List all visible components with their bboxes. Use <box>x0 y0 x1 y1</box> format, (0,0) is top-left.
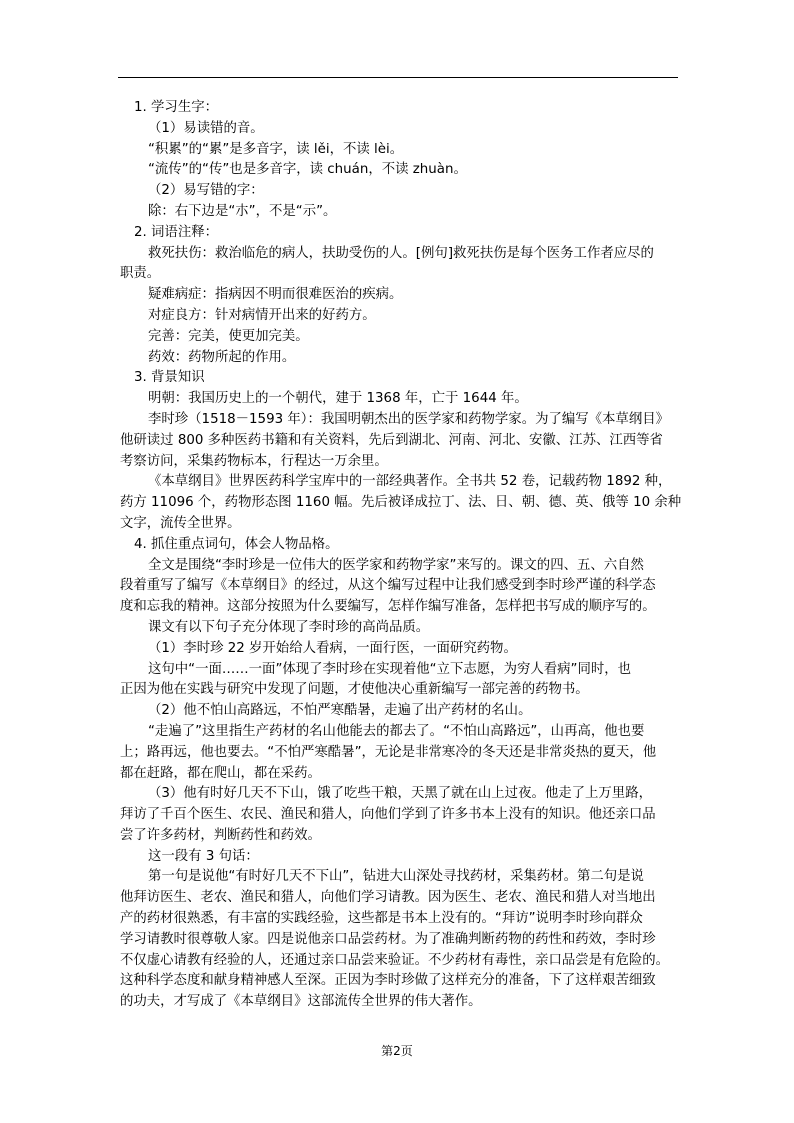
text-line: 对症良方：针对病情开出来的好药方。 <box>148 307 376 323</box>
text-line: 不仅虚心请教有经验的人，还通过亲口品尝来验证。不少药材有毒性，亲口品尝是有危险的。 <box>120 952 670 968</box>
text-line: （2）易写错的字： <box>148 183 264 199</box>
text-line: “走遍了”这里指生产药材的名山他能去的都去了。“不怕山高路远”，山再高，他也要 <box>148 723 645 739</box>
text-line: 课文有以下句子充分体现了李时珍的高尚品质。 <box>148 619 430 635</box>
text-line: 这一段有 3 句话： <box>148 848 259 864</box>
text-line: “积累”的“累”是多音字，读 lěi，不读 lèi。 <box>148 141 404 157</box>
text-line: 度和忘我的精神。这部分按照为什么要编写，怎样作编写准备，怎样把书写成的顺序写的。 <box>120 599 656 615</box>
text-line: （1）李时珍 22 岁开始给人看病，一面行医，一面研究药物。 <box>148 640 517 656</box>
text-line: 第一句是说他“有时好几天不下山”，钻进大山深处寻找药材，采集药材。第二句是说 <box>148 869 644 885</box>
text-line: 这句中“一面……一面”体现了李时珍在实现着他“立下志愿，为穷人看病”同时，也 <box>148 661 632 677</box>
text-line: 产的药材很熟悉，有丰富的实践经验，这些都是书本上没有的。“拜访”说明李时珍向群众 <box>120 911 643 927</box>
text-line: （1）易读错的音。 <box>148 120 264 136</box>
text-line: 学习请教时很尊敬人家。四是说他亲口品尝药材。为了准确判断药物的药性和药效，李时珍 <box>120 931 656 947</box>
document-body <box>120 98 682 1013</box>
text-line: 正因为他在实践与研究中发现了问题，才使他决心重新编写一部完善的药物书。 <box>120 682 589 698</box>
text-line: 全文是围绕“李时珍是一位伟大的医学家和药物学家”来写的。课文的四、五、六自然 <box>148 557 644 573</box>
text-line: 完善：完美，使更加完美。 <box>148 328 309 344</box>
text-line: 《本草纲目》世界医药科学宝库中的一部经典著作。全书共 52 卷，记载药物 1892 种， <box>148 474 672 490</box>
text-line: 他拜访医生、老农、渔民和猎人，向他们学习请教。因为医生、老农、渔民和猎人对当地出 <box>120 890 656 906</box>
text-line: 文字，流传全世界。 <box>120 515 241 531</box>
text-line: 救死扶伤：救治临危的病人，扶助受伤的人。[例句]救死扶伤是每个医务工作者应尽的 <box>148 245 654 261</box>
page-number: 第2页 <box>381 1044 413 1058</box>
text-line: 明朝：我国历史上的一个朝代，建于 1368 年，亡于 1644 年。 <box>148 391 528 407</box>
text-line: 除：右下边是“朩”，不是“示”。 <box>148 203 337 219</box>
text-line: 药效：药物所起的作用。 <box>148 349 296 365</box>
text-line: （2）他不怕山高路远，不怕严寒酷暑，走遍了出产药材的名山。 <box>148 703 532 719</box>
text-line: 他研读过 800 多种医药书籍和有关资料，先后到湖北、河南、河北、安徽、江苏、江西等省 <box>120 432 663 448</box>
text-line: 李时珍（1518－1593 年）：我国明朝杰出的医学家和药物学家。为了编写《本草纲目》 <box>148 411 669 427</box>
text-line: 2. 词语注释： <box>134 224 218 240</box>
text-line: 的功夫，才写成了《本草纲目》这部流传全世界的伟大著作。 <box>120 994 482 1010</box>
text-line: 这种科学态度和献身精神感人至深。正因为李时珍做了这样充分的准备，下了这样艰苦细致 <box>120 973 656 989</box>
header-rule <box>118 77 678 78</box>
text-line: 职责。 <box>120 266 161 282</box>
text-line: 考察访问，采集药物标本，行程达一万余里。 <box>120 453 388 469</box>
text-line: 疑难病症：指病因不明而很难医治的疾病。 <box>148 287 403 303</box>
text-line: 上；路再远，他也要去。“不怕严寒酷暑”，无论是非常寒冷的冬天还是非常炎热的夏天，他 <box>120 744 657 760</box>
text-line: 1. 学习生字： <box>134 100 218 115</box>
text-line: （3）他有时好几天不下山，饿了吃些干粮，天黑了就在山上过夜。他走了上万里路， <box>148 786 652 802</box>
text-line: 段着重写了编写《本草纲目》的经过，从这个编写过程中让我们感受到李时珍严谨的科学态 <box>120 578 656 594</box>
text-line: 都在赶路，都在爬山，都在采药。 <box>120 765 321 781</box>
text-line: 3. 背景知识 <box>134 370 205 386</box>
text-line: 药方 11096 个，药物形态图 1160 幅。先后被译成拉丁、法、日、朝、德、英、俄等 10 余种 <box>120 495 682 511</box>
text-line: 尝了许多药材，判断药性和药效。 <box>120 827 321 843</box>
text-line: “流传”的“传”也是多音字，读 chuán，不读 zhuàn。 <box>148 162 467 178</box>
text-line: 拜访了千百个医生、农民、渔民和猎人，向他们学到了许多书本上没有的知识。他还亲口品 <box>120 807 656 823</box>
text-line: 4. 抓住重点词句，体会人物品格。 <box>134 536 339 552</box>
